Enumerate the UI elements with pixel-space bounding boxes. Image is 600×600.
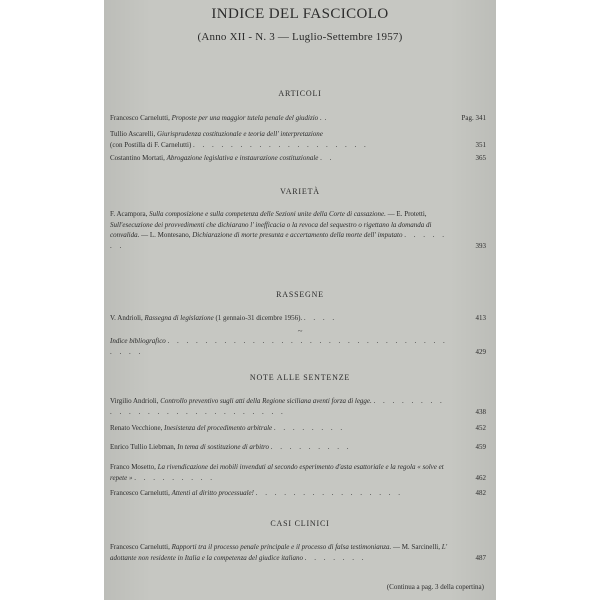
entry-title: Controllo preventivo sugli atti della Regione siciliana aventi forza di legge.	[160, 397, 372, 405]
entry-title: Sulla composizione e sulla competenza delle Sezioni unite della Corte di cassazione.	[149, 210, 386, 218]
entry-page: Pag. 341	[461, 114, 486, 122]
entry-page: 429	[475, 347, 486, 356]
entry-title: Indice bibliografico	[110, 337, 166, 345]
index-entry: Virgilio Andrioli, Controllo preventivo sugli atti della Regione siciliana aventi forza di legge. . . . . . . . . . . . . . . . . . . . . . . . . . . . 438	[110, 397, 486, 416]
page-title: INDICE DEL FASCICOLO	[211, 6, 389, 22]
entry-page: 438	[475, 407, 486, 416]
entry-note: (1 gennaio-31 dicembre 1956).	[215, 314, 303, 322]
entry-title: Sull'esecuzione dei provvedimenti che dichiarano l' inefficacia o la revoca del sequestro o rigettano la domanda di convalida.	[110, 220, 432, 239]
entry-author: Francesco Carnelutti,	[110, 489, 170, 497]
entry-author: — M. Sarcinelli,	[391, 543, 441, 551]
index-entry: Renato Vecchione, Inesistenza del procedimento arbitrale . . . . . . . . 452	[110, 424, 486, 432]
entry-title: Attenti al diritto processuale!	[171, 489, 254, 497]
index-page	[104, 0, 496, 600]
entry-title: Proposte per una maggior tutela penale del giudizio	[171, 114, 319, 122]
index-entry: Franco Mosetto, La rivendicazione dei mobili invenduti al secondo esperimento d'asta esattoriale e la regola « solve et repete » . . . . . . . . . 462	[110, 463, 486, 482]
entry-page: 452	[475, 424, 486, 432]
entry-author: Tullio Ascarelli,	[110, 130, 156, 138]
entry-note: (con Postilla di F. Carnelutti)	[110, 140, 192, 149]
entry-page: 413	[475, 314, 486, 322]
entry-author: — L. Montesano,	[139, 231, 191, 239]
entry-title: In tema di sostituzione di arbitro	[177, 443, 269, 451]
entry-title: Dichiarazione di morte presunta e accertamento della morte dell' imputato	[192, 231, 403, 239]
entry-author: Francesco Carnelutti,	[110, 543, 170, 551]
entry-page: 482	[475, 489, 486, 497]
entry-author: Enrico Tullio Liebman,	[110, 443, 176, 451]
decorative-tilde: ~	[297, 326, 303, 336]
entry-author: Virgilio Andrioli,	[110, 397, 159, 405]
section-heading-casi-clinici: CASI CLINICI	[270, 519, 330, 528]
section-heading-rassegne: RASSEGNE	[276, 290, 324, 299]
entry-author: Franco Mosetto,	[110, 463, 156, 471]
entry-author: F. Acampora,	[110, 210, 148, 218]
entry-page: 365	[475, 154, 486, 162]
entry-author: — E. Protetti,	[385, 210, 427, 218]
entry-page: 351	[475, 140, 486, 149]
entry-title: Rassegna di legislazione	[144, 314, 214, 322]
entry-page: 459	[475, 443, 486, 451]
section-heading-note-alle-sentenze: NOTE ALLE SENTENZE	[249, 373, 351, 382]
entry-title: Rapporti tra il processo penale principale e il processo di falsa testimonianza.	[171, 543, 392, 551]
entry-author: Costantino Mortati,	[110, 154, 165, 162]
entry-title: L' adottante non residente in Italia e la competenza del giudice italiano	[110, 543, 448, 562]
index-entry: Francesco Carnelutti, Rapporti tra il processo penale principale e il processo di falsa testimonianza. — M. Sarcinelli, L' adottante non residente in Italia e la competenza del giudice italiano . . . . . . . 487	[110, 543, 486, 562]
section-heading-articoli: ARTICOLI	[278, 89, 322, 98]
entry-title: Inesistenza del procedimento arbitrale	[164, 424, 273, 432]
index-entry: Costantino Mortati, Abrogazione legislativa e instaurazione costituzionale . . 365	[110, 154, 486, 162]
continuation-note: (Continua a pag. 3 della copertina)	[386, 583, 484, 591]
entry-title: La rivendicazione dei mobili invenduti al secondo esperimento d'asta esattoriale e la regola « solve et repete »	[110, 463, 444, 482]
entry-author: Francesco Carnelutti,	[110, 114, 170, 122]
index-entry: Enrico Tullio Liebman, In tema di sostituzione di arbitro . . . . . . . . . 459	[110, 443, 486, 451]
entry-page: 393	[475, 241, 486, 250]
index-entry: Francesco Carnelutti, Proposte per una maggior tutela penale del giudizio .. Pag. 341	[110, 114, 486, 122]
entry-page: 462	[475, 473, 486, 482]
index-entry: Francesco Carnelutti, Attenti al diritto processuale! . . . . . . . . . . . . . . . . 482	[110, 489, 486, 497]
issue-subtitle: (Anno XII - N. 3 — Luglio-Settembre 1957)	[197, 31, 403, 43]
entry-title: Abrogazione legislativa e instaurazione costituzionale	[166, 154, 319, 162]
entry-author: V. Andrioli,	[110, 314, 143, 322]
scanned-page	[104, 0, 496, 600]
entry-author: Renato Vecchione,	[110, 424, 163, 432]
entry-title: Giurisprudenza costituzionale e teoria dell' interpretazione	[157, 130, 323, 138]
index-entry: F. Acampora, Sulla composizione e sulla competenza delle Sezioni unite della Corte di cassazione. — E. Protetti, Sull'esecuzione dei provvedimenti che dichiarano l' inefficacia o la revoca del sequestro o rigettano la domanda di convalida. — L. Montesano, Dichiarazione di morte presunta e accertamento della morte dell' imputato . . . . . . . 393	[110, 210, 486, 250]
index-entry: V. Andrioli, Rassegna di legislazione (1 gennaio-31 dicembre 1956). . . . . 413	[110, 314, 486, 322]
index-entry: Tullio Ascarelli, Giurisprudenza costituzionale e teoria dell' interpretazione (con Postilla di F. Carnelutti) . . . . . . . . . . . . . . . . . . . 351	[110, 130, 486, 149]
index-entry: Indice bibliografico . . . . . . . . . . . . . . . . . . . . . . . . . . . . . . . . . . 429	[110, 337, 486, 356]
entry-page: 487	[475, 553, 486, 562]
section-heading-varieta: VARIETÀ	[280, 187, 320, 196]
